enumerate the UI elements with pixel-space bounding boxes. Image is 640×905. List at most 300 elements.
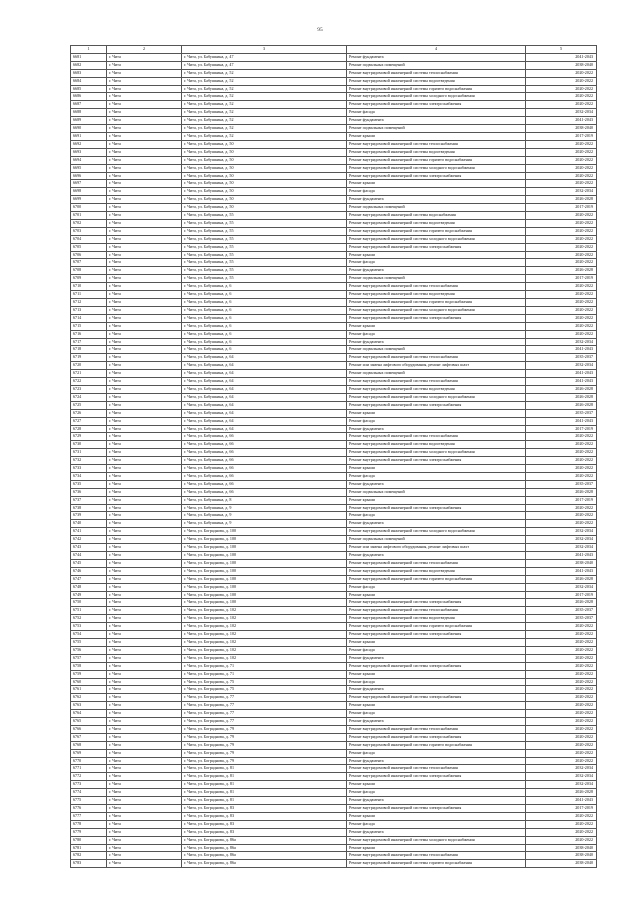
row-city: г. Чита [107, 370, 182, 378]
row-number: 6715 [71, 322, 107, 330]
row-work-type: Ремонт внутридомовой инженерной системы горячего водоснабжения [347, 623, 526, 631]
row-period: 2017-2019 [526, 496, 597, 504]
row-work-type: Ремонт фасада [347, 330, 526, 338]
row-period: 2020-2022 [526, 69, 597, 77]
row-city: г. Чита [107, 275, 182, 283]
row-period: 2020-2022 [526, 757, 597, 765]
row-work-type: Ремонт внутридомовой инженерной системы теплоснабжения [347, 283, 526, 291]
table-row [71, 670, 597, 678]
row-address: г. Чита, ул. Бабушкина, д. 6 [182, 291, 347, 299]
row-period: 2026-2028 [526, 385, 597, 393]
row-period: 2020-2022 [526, 725, 597, 733]
row-number: 6746 [71, 567, 107, 575]
row-city: г. Чита [107, 85, 182, 93]
row-address: г. Чита, ул. Бограднова, д. 100 [182, 591, 347, 599]
row-number: 6739 [71, 512, 107, 520]
row-number: 6769 [71, 749, 107, 757]
row-address: г. Чита, ул. Бограднова, д. 79 [182, 741, 347, 749]
row-work-type: Ремонт внутридомовой инженерной системы электроснабжения [347, 457, 526, 465]
row-address: г. Чита, ул. Бабушкина, д. 64 [182, 354, 347, 362]
row-number: 6728 [71, 425, 107, 433]
row-period: 2041-2043 [526, 552, 597, 560]
row-city: г. Чита [107, 243, 182, 251]
table-row [71, 686, 597, 694]
row-work-type: Ремонт фундамента [347, 480, 526, 488]
row-work-type: Ремонт внутридомовой инженерной системы теплоснабжения [347, 852, 526, 860]
table-row [71, 370, 597, 378]
row-period: 2020-2022 [526, 631, 597, 639]
row-period: 2026-2028 [526, 393, 597, 401]
row-number: 6702 [71, 219, 107, 227]
row-city: г. Чита [107, 583, 182, 591]
row-number: 6709 [71, 275, 107, 283]
row-city: г. Чита [107, 552, 182, 560]
row-work-type: Ремонт внутридомовой инженерной системы электроснабжения [347, 243, 526, 251]
row-address: г. Чита, ул. Бограднова, д. 83 [182, 828, 347, 836]
row-work-type: Ремонт фундамента [347, 757, 526, 765]
row-period: 2020-2022 [526, 749, 597, 757]
row-city: г. Чита [107, 61, 182, 69]
table-row [71, 480, 597, 488]
row-address: г. Чита, ул. Бабушкина, д. 64 [182, 401, 347, 409]
row-period: 2017-2019 [526, 425, 597, 433]
row-number: 6777 [71, 812, 107, 820]
row-number: 6707 [71, 259, 107, 267]
row-address: г. Чита, ул. Бограднова, д. 79 [182, 749, 347, 757]
row-address: г. Чита, ул. Бограднова, д. 86а [182, 860, 347, 868]
row-number: 6747 [71, 575, 107, 583]
table-row [71, 575, 597, 583]
row-number: 6754 [71, 631, 107, 639]
row-period: 2032-2034 [526, 544, 597, 552]
table-row [71, 583, 597, 591]
table-row [71, 164, 597, 172]
table-row [71, 346, 597, 354]
row-work-type: Ремонт внутридомовой инженерной системы горячего водоснабжения [347, 85, 526, 93]
table-row [71, 623, 597, 631]
table-row [71, 180, 597, 188]
row-city: г. Чита [107, 520, 182, 528]
row-number: 6730 [71, 441, 107, 449]
row-address: г. Чита, ул. Бограднова, д. 81 [182, 797, 347, 805]
row-address: г. Чита, ул. Бограднова, д. 71 [182, 670, 347, 678]
row-city: г. Чита [107, 385, 182, 393]
row-work-type: Ремонт крыши [347, 496, 526, 504]
table-row [71, 559, 597, 567]
row-address: г. Чита, ул. Бограднова, д. 100 [182, 599, 347, 607]
row-period: 2020-2022 [526, 710, 597, 718]
table-row [71, 219, 597, 227]
row-period: 2041-2043 [526, 370, 597, 378]
table-row [71, 615, 597, 623]
row-number: 6732 [71, 457, 107, 465]
row-work-type: Ремонт подвальных помещений [347, 61, 526, 69]
row-work-type: Ремонт внутридомовой инженерной системы электроснабжения [347, 101, 526, 109]
row-city: г. Чита [107, 69, 182, 77]
row-period: 2026-2028 [526, 267, 597, 275]
row-city: г. Чита [107, 291, 182, 299]
row-period: 2041-2043 [526, 346, 597, 354]
table-row [71, 212, 597, 220]
row-address: г. Чита, ул. Бограднова, д. 77 [182, 718, 347, 726]
row-number: 6775 [71, 797, 107, 805]
row-period: 2041-2043 [526, 378, 597, 386]
row-work-type: Ремонт или замена лифтового оборудования, ремонт лифтовых шахт [347, 544, 526, 552]
row-work-type: Ремонт внутридомовой инженерной системы электроснабжения [347, 599, 526, 607]
row-number: 6699 [71, 196, 107, 204]
row-city: г. Чита [107, 575, 182, 583]
table-row [71, 433, 597, 441]
row-period: 2032-2034 [526, 536, 597, 544]
row-city: г. Чита [107, 702, 182, 710]
row-period: 2020-2022 [526, 465, 597, 473]
row-number: 6759 [71, 670, 107, 678]
row-period: 2026-2028 [526, 401, 597, 409]
row-work-type: Ремонт внутридомовой инженерной системы электроснабжения [347, 504, 526, 512]
table-row [71, 591, 597, 599]
table-row [71, 773, 597, 781]
table-row [71, 520, 597, 528]
row-city: г. Чита [107, 797, 182, 805]
row-number: 6714 [71, 314, 107, 322]
table-row [71, 860, 597, 868]
row-period: 2020-2022 [526, 164, 597, 172]
row-address: г. Чита, ул. Бабушкина, д. 52 [182, 132, 347, 140]
row-address: г. Чита, ул. Бограднова, д. 86а [182, 844, 347, 852]
row-city: г. Чита [107, 599, 182, 607]
row-address: г. Чита, ул. Бограднова, д. 102 [182, 607, 347, 615]
row-city: г. Чита [107, 117, 182, 125]
table-row [71, 812, 597, 820]
row-number: 6681 [71, 53, 107, 61]
table-row [71, 472, 597, 480]
row-number: 6734 [71, 472, 107, 480]
row-period: 2026-2028 [526, 599, 597, 607]
row-period: 2020-2022 [526, 812, 597, 820]
table-row [71, 385, 597, 393]
table-row [71, 291, 597, 299]
row-number: 6683 [71, 69, 107, 77]
row-address: г. Чита, ул. Бограднова, д. 81 [182, 789, 347, 797]
table-row [71, 148, 597, 156]
table-row [71, 465, 597, 473]
row-address: г. Чита, ул. Бабушкина, д. 66 [182, 433, 347, 441]
row-period: 2032-2034 [526, 188, 597, 196]
row-number: 6762 [71, 694, 107, 702]
row-city: г. Чита [107, 749, 182, 757]
row-city: г. Чита [107, 678, 182, 686]
row-address: г. Чита, ул. Бограднова, д. 75 [182, 678, 347, 686]
row-address: г. Чита, ул. Бограднова, д. 102 [182, 654, 347, 662]
row-period: 2041-2043 [526, 567, 597, 575]
row-work-type: Ремонт крыши [347, 781, 526, 789]
row-city: г. Чита [107, 306, 182, 314]
row-number: 6704 [71, 235, 107, 243]
row-address: г. Чита, ул. Бабушкина, д. 6 [182, 346, 347, 354]
row-number: 6770 [71, 757, 107, 765]
row-period: 2038-2040 [526, 844, 597, 852]
row-number: 6745 [71, 559, 107, 567]
row-work-type: Ремонт фасада [347, 678, 526, 686]
row-address: г. Чита, ул. Бограднова, д. 77 [182, 694, 347, 702]
row-city: г. Чита [107, 172, 182, 180]
row-period: 2032-2034 [526, 773, 597, 781]
row-period: 2020-2022 [526, 235, 597, 243]
row-address: г. Чита, ул. Бабушкина, д. 6 [182, 338, 347, 346]
row-address: г. Чита, ул. Бабушкина, д. 66 [182, 441, 347, 449]
row-address: г. Чита, ул. Бабушкина, д. 52 [182, 69, 347, 77]
row-work-type: Ремонт внутридомовой инженерной системы водоотведения [347, 291, 526, 299]
row-number: 6716 [71, 330, 107, 338]
row-period: 2017-2019 [526, 591, 597, 599]
row-period: 2020-2022 [526, 670, 597, 678]
row-city: г. Чита [107, 156, 182, 164]
row-city: г. Чита [107, 314, 182, 322]
row-work-type: Ремонт фундамента [347, 520, 526, 528]
row-period: 2020-2022 [526, 330, 597, 338]
row-period: 2026-2028 [526, 196, 597, 204]
row-city: г. Чита [107, 299, 182, 307]
row-address: г. Чита, ул. Бабушкина, д. 6 [182, 330, 347, 338]
row-work-type: Ремонт внутридомовой инженерной системы водоснабжения [347, 212, 526, 220]
row-address: г. Чита, ул. Бабушкина, д. 55 [182, 243, 347, 251]
row-number: 6711 [71, 291, 107, 299]
row-period: 2017-2019 [526, 132, 597, 140]
row-number: 6760 [71, 678, 107, 686]
row-number: 6748 [71, 583, 107, 591]
row-city: г. Чита [107, 441, 182, 449]
row-work-type: Ремонт внутридомовой инженерной системы водоотведения [347, 77, 526, 85]
row-city: г. Чита [107, 725, 182, 733]
table-row [71, 330, 597, 338]
table-row [71, 631, 597, 639]
row-period: 2020-2022 [526, 694, 597, 702]
row-address: г. Чита, ул. Бабушкина, д. 55 [182, 251, 347, 259]
row-number: 6778 [71, 820, 107, 828]
table-row [71, 449, 597, 457]
table-row [71, 109, 597, 117]
row-number: 6743 [71, 544, 107, 552]
row-number: 6781 [71, 844, 107, 852]
row-address: г. Чита, ул. Бабушкина, д. 64 [182, 362, 347, 370]
row-work-type: Ремонт внутридомовой инженерной системы горячего водоснабжения [347, 299, 526, 307]
row-number: 6773 [71, 781, 107, 789]
row-city: г. Чита [107, 504, 182, 512]
row-address: г. Чита, ул. Бабушкина, д. 64 [182, 393, 347, 401]
table-row [71, 140, 597, 148]
row-address: г. Чита, ул. Бабушкина, д. 64 [182, 425, 347, 433]
row-city: г. Чита [107, 718, 182, 726]
table-row [71, 267, 597, 275]
row-number: 6753 [71, 623, 107, 631]
row-city: г. Чита [107, 646, 182, 654]
row-city: г. Чита [107, 449, 182, 457]
table-row [71, 204, 597, 212]
row-address: г. Чита, ул. Бабушкина, д. 50 [182, 196, 347, 204]
row-work-type: Ремонт фундамента [347, 654, 526, 662]
row-number: 6735 [71, 480, 107, 488]
row-work-type: Ремонт внутридомовой инженерной системы электроснабжения [347, 172, 526, 180]
header-col-2: 2 [107, 46, 182, 54]
row-work-type: Ремонт крыши [347, 702, 526, 710]
row-city: г. Чита [107, 512, 182, 520]
row-number: 6725 [71, 401, 107, 409]
row-number: 6752 [71, 615, 107, 623]
table-row [71, 156, 597, 164]
row-number: 6733 [71, 465, 107, 473]
row-address: г. Чита, ул. Бабушкина, д. 66 [182, 457, 347, 465]
table-row [71, 749, 597, 757]
table-row [71, 322, 597, 330]
row-period: 2020-2022 [526, 148, 597, 156]
row-number: 6771 [71, 765, 107, 773]
table-row [71, 567, 597, 575]
row-city: г. Чита [107, 457, 182, 465]
row-work-type: Ремонт внутридомовой инженерной системы теплоснабжения [347, 433, 526, 441]
row-number: 6723 [71, 385, 107, 393]
row-work-type: Ремонт внутридомовой инженерной системы водоотведения [347, 385, 526, 393]
row-work-type: Ремонт внутридомовой инженерной системы электроснабжения [347, 773, 526, 781]
row-work-type: Ремонт фундамента [347, 267, 526, 275]
row-number: 6731 [71, 449, 107, 457]
row-work-type: Ремонт крыши [347, 180, 526, 188]
row-number: 6710 [71, 283, 107, 291]
row-address: г. Чита, ул. Бабушкина, д. 55 [182, 212, 347, 220]
table-row [71, 235, 597, 243]
row-address: г. Чита, ул. Бабушкина, д. 52 [182, 93, 347, 101]
row-work-type: Ремонт фундамента [347, 552, 526, 560]
row-city: г. Чита [107, 559, 182, 567]
row-address: г. Чита, ул. Бограднова, д. 102 [182, 638, 347, 646]
row-address: г. Чита, ул. Бабушкина, д. 50 [182, 172, 347, 180]
table-row [71, 338, 597, 346]
table-row [71, 401, 597, 409]
row-period: 2020-2022 [526, 741, 597, 749]
row-number: 6692 [71, 140, 107, 148]
row-number: 6696 [71, 172, 107, 180]
row-city: г. Чита [107, 267, 182, 275]
row-address: г. Чита, ул. Бабушкина, д. 6 [182, 306, 347, 314]
row-period: 2017-2019 [526, 204, 597, 212]
row-number: 6772 [71, 773, 107, 781]
row-city: г. Чита [107, 757, 182, 765]
row-address: г. Чита, ул. Бограднова, д. 100 [182, 559, 347, 567]
row-work-type: Ремонт крыши [347, 251, 526, 259]
row-period: 2035-2037 [526, 480, 597, 488]
row-work-type: Ремонт подвальных помещений [347, 370, 526, 378]
row-city: г. Чита [107, 567, 182, 575]
row-address: г. Чита, ул. Бограднова, д. 83 [182, 820, 347, 828]
row-number: 6756 [71, 646, 107, 654]
row-period: 2020-2022 [526, 291, 597, 299]
row-period: 2020-2022 [526, 212, 597, 220]
page-number: 95 [317, 27, 323, 33]
row-period: 2032-2034 [526, 583, 597, 591]
row-work-type: Ремонт внутридомовой инженерной системы холодного водоснабжения [347, 164, 526, 172]
row-address: г. Чита, ул. Бабушкина, д. 52 [182, 101, 347, 109]
row-city: г. Чита [107, 536, 182, 544]
row-period: 2035-2037 [526, 409, 597, 417]
row-number: 6717 [71, 338, 107, 346]
row-work-type: Ремонт крыши [347, 409, 526, 417]
table-row [71, 496, 597, 504]
row-period: 2020-2022 [526, 299, 597, 307]
row-number: 6713 [71, 306, 107, 314]
table-row [71, 702, 597, 710]
table-row [71, 85, 597, 93]
row-work-type: Ремонт фундамента [347, 686, 526, 694]
table-row [71, 757, 597, 765]
row-address: г. Чита, ул. Бограднова, д. 100 [182, 583, 347, 591]
row-period: 2032-2034 [526, 528, 597, 536]
row-period: 2020-2022 [526, 251, 597, 259]
row-city: г. Чита [107, 409, 182, 417]
row-period: 2020-2022 [526, 85, 597, 93]
row-number: 6722 [71, 378, 107, 386]
row-address: г. Чита, ул. Бограднова, д. 77 [182, 702, 347, 710]
row-address: г. Чита, ул. Бабушкина, д. 55 [182, 227, 347, 235]
row-address: г. Чита, ул. Бабушкина, д. 55 [182, 267, 347, 275]
row-city: г. Чита [107, 638, 182, 646]
table-row [71, 844, 597, 852]
row-city: г. Чита [107, 109, 182, 117]
row-city: г. Чита [107, 623, 182, 631]
row-city: г. Чита [107, 836, 182, 844]
row-city: г. Чита [107, 686, 182, 694]
row-work-type: Ремонт подвальных помещений [347, 488, 526, 496]
row-address: г. Чита, ул. Бограднова, д. 83 [182, 812, 347, 820]
row-period: 2020-2022 [526, 93, 597, 101]
row-work-type: Ремонт внутридомовой инженерной системы электроснабжения [347, 662, 526, 670]
row-work-type: Ремонт фасада [347, 710, 526, 718]
row-number: 6718 [71, 346, 107, 354]
row-work-type: Ремонт крыши [347, 670, 526, 678]
row-address: г. Чита, ул. Бабушкина, д. 6 [182, 322, 347, 330]
row-number: 6690 [71, 125, 107, 133]
row-address: г. Чита, ул. Бабушкина, д. 50 [182, 156, 347, 164]
row-city: г. Чита [107, 101, 182, 109]
row-address: г. Чита, ул. Бограднова, д. 75 [182, 686, 347, 694]
row-address: г. Чита, ул. Бограднова, д. 83 [182, 805, 347, 813]
row-work-type: Ремонт внутридомовой инженерной системы водоотведения [347, 441, 526, 449]
row-period: 2032-2034 [526, 781, 597, 789]
row-city: г. Чита [107, 654, 182, 662]
row-work-type: Ремонт фундамента [347, 196, 526, 204]
header-col-4: 4 [347, 46, 526, 54]
row-city: г. Чита [107, 140, 182, 148]
row-address: г. Чита, ул. Бограднова, д. 100 [182, 536, 347, 544]
row-number: 6764 [71, 710, 107, 718]
table-row [71, 710, 597, 718]
row-address: г. Чита, ул. Бабушкина, д. 66 [182, 480, 347, 488]
row-work-type: Ремонт или замена лифтового оборудования, ремонт лифтовых шахт [347, 362, 526, 370]
table-row [71, 306, 597, 314]
row-period: 2032-2034 [526, 338, 597, 346]
table-row [71, 125, 597, 133]
table-row [71, 378, 597, 386]
row-city: г. Чита [107, 164, 182, 172]
row-number: 6694 [71, 156, 107, 164]
row-address: г. Чита, ул. Бограднова, д. 100 [182, 567, 347, 575]
table-row [71, 765, 597, 773]
row-work-type: Ремонт внутридомовой инженерной системы горячего водоснабжения [347, 741, 526, 749]
table-row [71, 425, 597, 433]
row-work-type: Ремонт внутридомовой инженерной системы электроснабжения [347, 733, 526, 741]
row-number: 6708 [71, 267, 107, 275]
row-number: 6766 [71, 725, 107, 733]
row-address: г. Чита, ул. Бограднова, д. 100 [182, 575, 347, 583]
row-number: 6749 [71, 591, 107, 599]
